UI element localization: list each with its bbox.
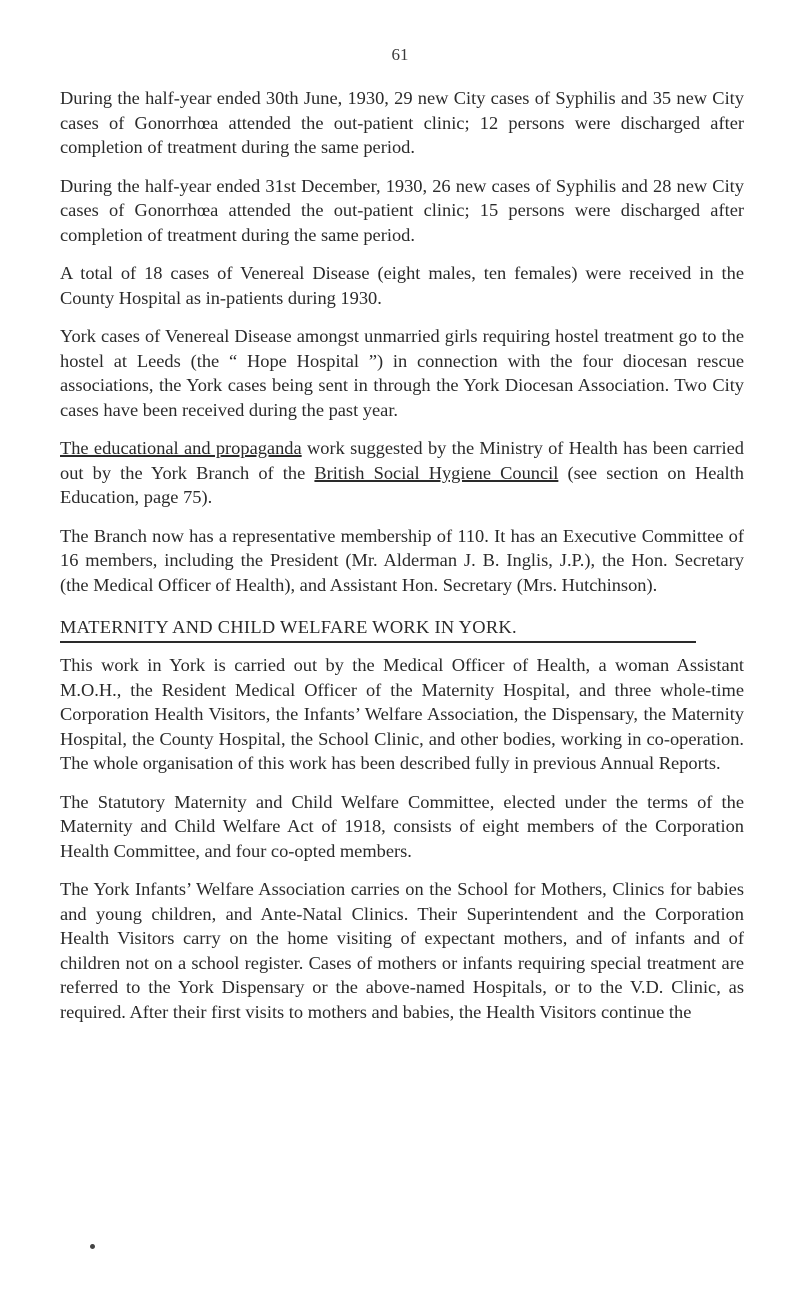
paragraph-text: This work in York is carried out by the Medical Officer of Health, a woman Assistant M.O.H., the Resident Medical Officer of the Maternity Hospital, and three whole-time Corporation Health Visitors, the Infants’ Welfare Association, the Dispensary, the Maternity Hospital, the County Hospital, the School Clinic, and other bodies, working in co-operation. The whole organisation of this work has been described fully in previous Annual Reports. xyxy=(60,655,744,773)
paragraph-syphilis-first-half xyxy=(60,86,744,160)
section-heading-text: MATERNITY AND CHILD WELFARE WORK IN YORK. xyxy=(60,617,696,643)
underlined-phrase: The educational and propaganda xyxy=(60,438,302,458)
paragraph-propaganda-work xyxy=(60,436,744,510)
document-body xyxy=(60,86,744,1038)
underlined-phrase: British Social Hygiene Council xyxy=(314,462,559,483)
paragraph-hostel-treatment xyxy=(60,324,744,422)
paragraph-text: During the half-year ended 31st December, 1930, 26 new cases of Syphilis and 28 new City cases of Gonorrhœa attended the out-patient clinic; 15 persons were discharged after completion of treatment during the same period. xyxy=(60,175,744,245)
paragraph-text: York cases of Venereal Disease amongst unmarried girls requiring hostel treatment go to the hostel at Leeds (the “ Hope Hospital ”) in connection with the four diocesan rescue associations, the York cases being sent in through the York Diocesan Association. Two City cases have been received during the past year. xyxy=(60,326,744,420)
paragraph-text: A total of 18 cases of Venereal Disease (eight males, ten females) were received in the County Hospital as in-patients during 1930. xyxy=(60,263,744,308)
paragraph-statutory-committee xyxy=(60,790,744,864)
paragraph-text: The Branch now has a representative membership of 110. It has an Executive Committee of 16 members, including the President (Mr. Alderman J. B. Inglis, J.P.), the Hon. Secretary (the Medical Officer of Health), and Assistant Hon. Secretary (Mrs. Hutchinson). xyxy=(60,525,744,595)
paragraph-maternity-work xyxy=(60,653,744,776)
paragraph-syphilis-second-half xyxy=(60,174,744,248)
paragraph-text: The Statutory Maternity and Child Welfare Committee, elected under the terms of the Maternity and Child Welfare Act of 1918, consists of eight members of the Corporation Health Committee, and four co-opted members. xyxy=(60,791,744,861)
paragraph-text: (see section on Health Education, page 75). xyxy=(60,462,744,507)
paragraph-text: The York Infants’ Welfare Association carries on the School for Mothers, Clinics for babies and young children, and Ante-Natal Clinics. Their Superintendent and the Corporation Health Visitors carry on the home visiting of expectant mothers, and of infants and of children not on a school register. Cases of mothers or infants requiring special treatment are referred to the York Dispensary or the above-named Hospitals, or to the V.D. Clinic, as required. After their first visits to mothers and babies, the Health Visitors continue the xyxy=(60,879,744,1022)
paragraph-infants-welfare xyxy=(60,877,744,1024)
paragraph-text: work suggested by the Ministry of Health has been carried out by the York Branch of the xyxy=(60,438,744,483)
section-heading xyxy=(60,617,744,643)
ink-spot xyxy=(90,1244,95,1249)
page-number: 61 xyxy=(391,45,409,64)
paragraph-text: During the half-year ended 30th June, 1930, 29 new City cases of Syphilis and 35 new City cases of Gonorrhœa attended the out-patient clinic; 12 persons were discharged after completion of treatment during the same period. xyxy=(60,88,744,157)
paragraph-branch-membership xyxy=(60,524,744,598)
paragraph-county-hospital xyxy=(60,261,744,310)
